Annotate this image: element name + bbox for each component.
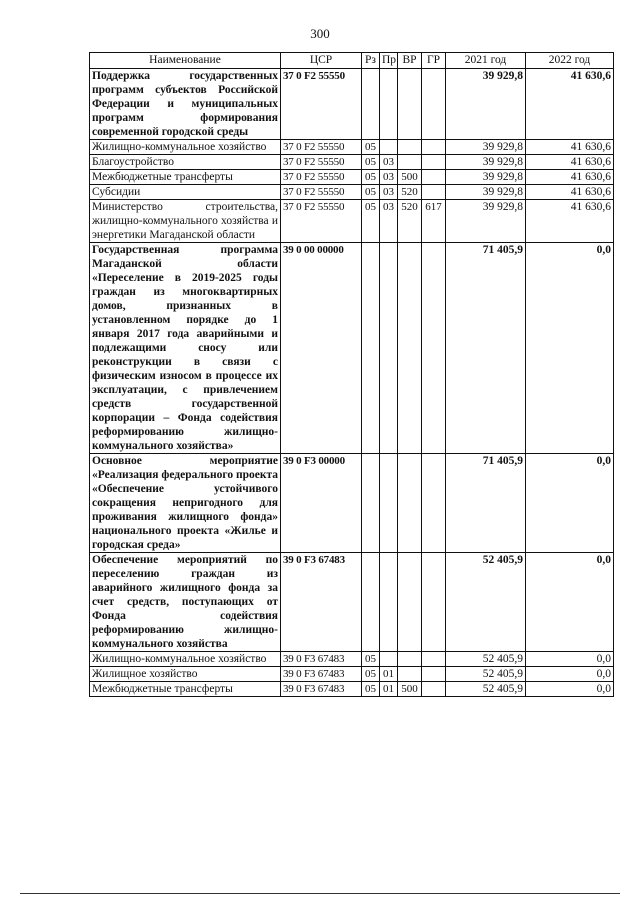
table-row [90,667,614,682]
cell-name: Основное мероприятие «Реализация федерального проекта «Обеспечение устойчивого сокращения непригодного для проживания жилищного фонда» национального проекта «Жилье и городская среда» [90,454,281,553]
cell-name: Обеспечение мероприятий по переселению граждан из аварийного жилищного фонда за счет средств, поступающих от Фонда содействия реформированию жилищно-коммунального хозяйства [90,553,281,652]
cell-y2022: 41 630,6 [526,140,614,155]
budget-table [89,52,614,697]
cell-rz: 05 [362,185,380,200]
page-bottom-rule [20,893,620,894]
cell-vr: 520 [398,200,422,243]
cell-gr [422,553,446,652]
table-row [90,553,614,652]
table-row [90,243,614,454]
cell-gr [422,69,446,140]
cell-csr: 39 0 F3 67483 [281,667,362,682]
cell-csr: 37 0 F2 55550 [281,140,362,155]
cell-rz: 05 [362,155,380,170]
cell-vr [398,155,422,170]
cell-y2022: 41 630,6 [526,200,614,243]
cell-y2021: 52 405,9 [446,682,526,697]
cell-gr [422,243,446,454]
table-row [90,682,614,697]
cell-y2022: 41 630,6 [526,69,614,140]
cell-name: Межбюджетные трансферты [90,170,281,185]
cell-y2022: 0,0 [526,682,614,697]
cell-vr: 520 [398,185,422,200]
cell-pr: 01 [380,667,398,682]
header-row [90,53,614,69]
cell-csr: 39 0 F3 67483 [281,553,362,652]
cell-name: Межбюджетные трансферты [90,682,281,697]
cell-pr: 03 [380,155,398,170]
cell-gr [422,170,446,185]
cell-rz [362,553,380,652]
table-body [90,69,614,697]
cell-csr: 37 0 F2 55550 [281,170,362,185]
cell-rz: 05 [362,652,380,667]
cell-pr [380,243,398,454]
cell-name: Жилищно-коммунальное хозяйство [90,140,281,155]
cell-y2021: 39 929,8 [446,200,526,243]
header-pr: Пр [380,53,398,69]
cell-rz: 05 [362,682,380,697]
cell-vr [398,652,422,667]
cell-y2021: 39 929,8 [446,140,526,155]
cell-gr [422,140,446,155]
cell-rz: 05 [362,200,380,243]
cell-gr [422,667,446,682]
cell-name: Министерство строительства, жилищно-коммунального хозяйства и энергетики Магаданской области [90,200,281,243]
cell-rz [362,69,380,140]
cell-name: Жилищно-коммунальное хозяйство [90,652,281,667]
cell-y2021: 39 929,8 [446,155,526,170]
table-row [90,170,614,185]
cell-rz: 05 [362,667,380,682]
cell-y2021: 39 929,8 [446,185,526,200]
header-2022: 2022 год [526,53,614,69]
cell-pr: 03 [380,170,398,185]
cell-pr [380,140,398,155]
cell-csr: 39 0 00 00000 [281,243,362,454]
cell-gr: 617 [422,200,446,243]
cell-y2022: 41 630,6 [526,155,614,170]
cell-y2022: 0,0 [526,667,614,682]
cell-pr: 01 [380,682,398,697]
cell-y2021: 39 929,8 [446,170,526,185]
cell-rz: 05 [362,170,380,185]
cell-gr [422,682,446,697]
cell-vr [398,243,422,454]
header-gr: ГР [422,53,446,69]
cell-rz [362,454,380,553]
cell-csr: 39 0 F3 67483 [281,682,362,697]
cell-csr: 39 0 F3 00000 [281,454,362,553]
cell-y2022: 0,0 [526,652,614,667]
header-csr: ЦСР [281,53,362,69]
cell-pr: 03 [380,200,398,243]
table-row [90,200,614,243]
table-row [90,140,614,155]
cell-csr: 37 0 F2 55550 [281,200,362,243]
cell-name: Благоустройство [90,155,281,170]
cell-name: Государственная программа Магаданской области «Переселение в 2019-2025 годы граждан из многоквартирных домов, признанных в установленном порядке до 1 января 2017 года аварийными и подлежащими сносу или реконструкции в связи с физическим износом в процессе их эксплуатации, с привлечением средств государственной корпорации – Фонда содействия реформированию жилищно-коммунального хозяйства» [90,243,281,454]
header-name: Наименование [90,53,281,69]
cell-y2022: 41 630,6 [526,185,614,200]
cell-pr [380,454,398,553]
cell-y2021: 71 405,9 [446,243,526,454]
cell-gr [422,454,446,553]
cell-name: Субсидии [90,185,281,200]
table-row [90,155,614,170]
table-row [90,652,614,667]
cell-name: Жилищное хозяйство [90,667,281,682]
cell-y2021: 39 929,8 [446,69,526,140]
table-row [90,69,614,140]
cell-pr [380,652,398,667]
cell-vr: 500 [398,682,422,697]
cell-pr [380,553,398,652]
cell-y2022: 0,0 [526,454,614,553]
page-number: 300 [310,26,330,41]
cell-y2021: 52 405,9 [446,667,526,682]
cell-csr: 37 0 F2 55550 [281,155,362,170]
header-vr: ВР [398,53,422,69]
cell-vr [398,140,422,155]
cell-pr [380,69,398,140]
cell-vr [398,454,422,553]
cell-gr [422,185,446,200]
header-2021: 2021 год [446,53,526,69]
cell-vr [398,553,422,652]
cell-gr [422,155,446,170]
cell-name: Поддержка государственных программ субъектов Российской Федерации и муниципальных программ формирования современной городской среды [90,69,281,140]
cell-csr: 37 0 F2 55550 [281,69,362,140]
table-row [90,185,614,200]
table-row [90,454,614,553]
cell-rz: 05 [362,140,380,155]
cell-y2022: 0,0 [526,553,614,652]
cell-pr: 03 [380,185,398,200]
cell-vr [398,69,422,140]
cell-y2021: 52 405,9 [446,652,526,667]
cell-y2021: 71 405,9 [446,454,526,553]
cell-csr: 37 0 F2 55550 [281,185,362,200]
cell-y2022: 0,0 [526,243,614,454]
cell-vr: 500 [398,170,422,185]
cell-rz [362,243,380,454]
cell-vr [398,667,422,682]
cell-csr: 39 0 F3 67483 [281,652,362,667]
cell-gr [422,652,446,667]
cell-y2021: 52 405,9 [446,553,526,652]
header-rz: Рз [362,53,380,69]
cell-y2022: 41 630,6 [526,170,614,185]
